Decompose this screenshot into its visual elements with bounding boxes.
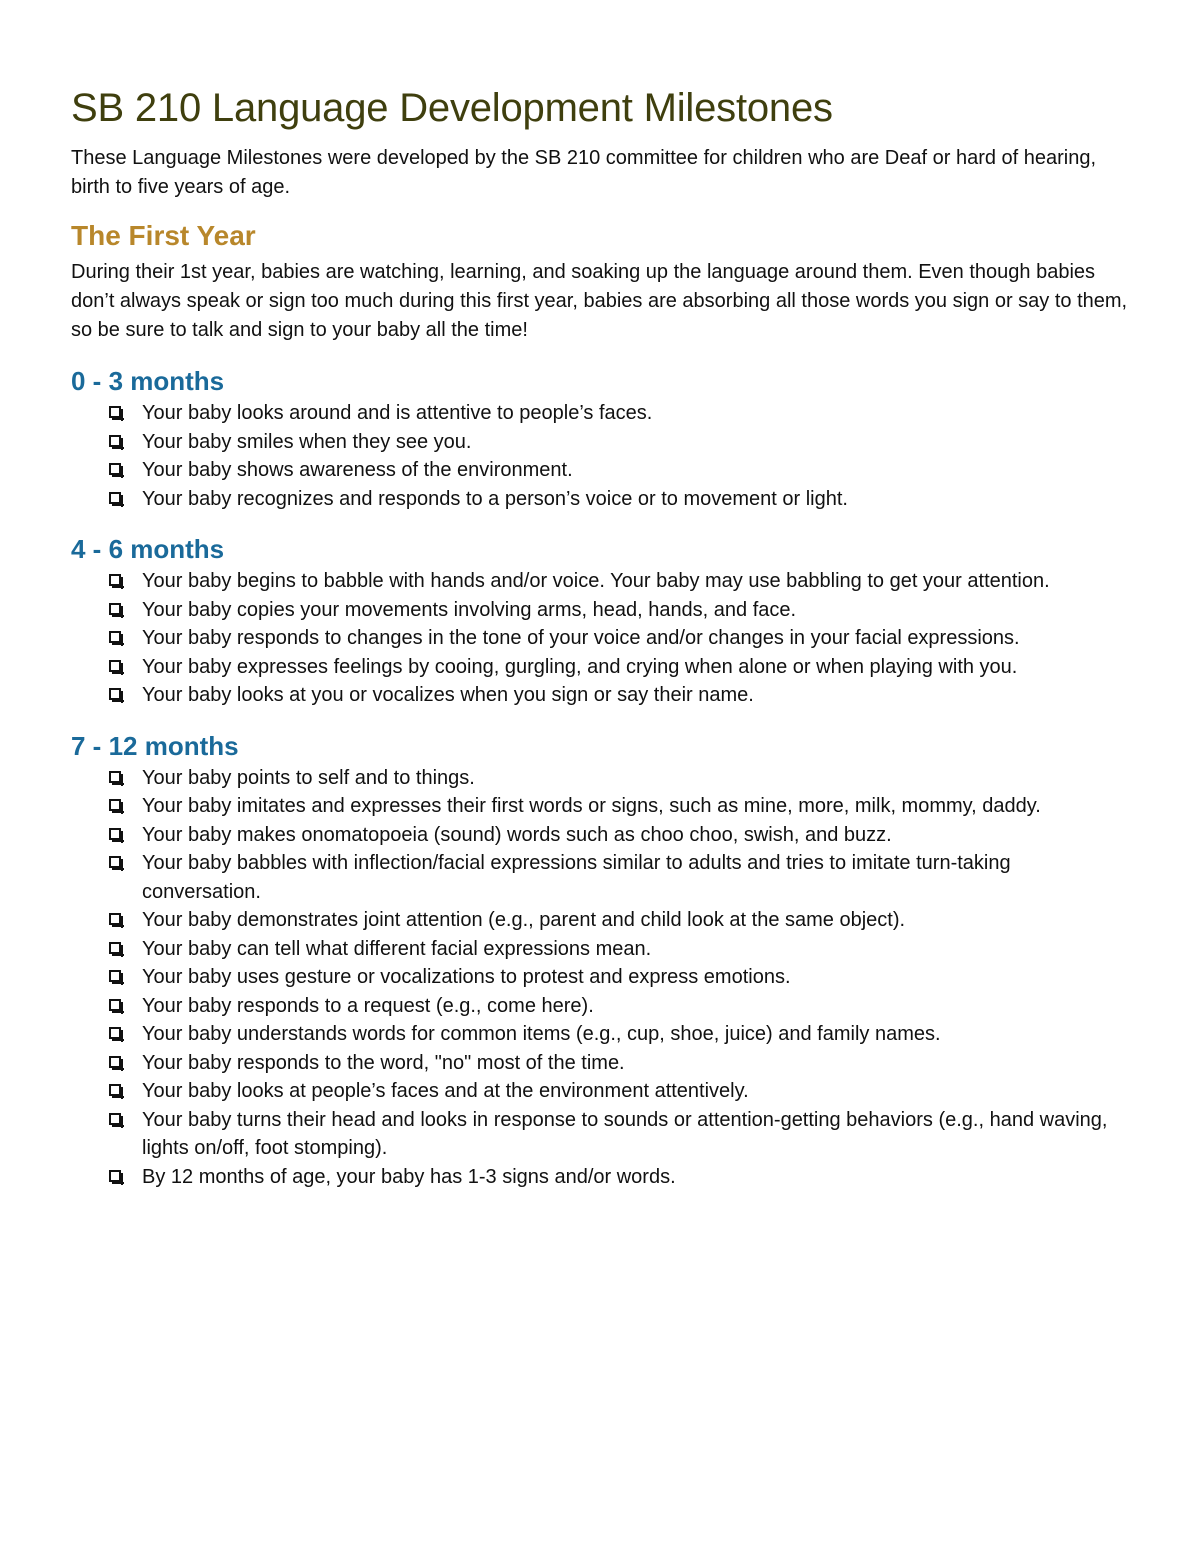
group-heading: 4 - 6 months [71,534,225,564]
milestone-item [71,456,1133,485]
milestone-text: Your baby recognizes and responds to a person’s voice or to movement or light. [142,487,848,510]
milestone-text: Your baby demonstrates joint attention (e.g., parent and child look at the same object). [142,909,906,931]
checkbox-icon[interactable] [109,970,121,982]
checkbox-icon[interactable] [109,435,121,447]
checkbox-icon[interactable] [109,660,121,672]
milestone-group-0-3-months [71,365,1133,513]
checkbox-icon[interactable] [109,1113,121,1125]
checkbox-icon[interactable] [109,406,121,418]
milestone-group-4-6-months [71,533,1133,710]
group-heading: 0 - 3 months [71,366,225,396]
checkbox-icon[interactable] [109,574,121,586]
milestone-text: Your baby responds to changes in the tone of your voice and/or changes in your facial expressions. [142,627,1020,649]
checkbox-icon[interactable] [109,1084,121,1096]
milestone-item [71,485,1133,514]
checkbox-icon[interactable] [109,1027,121,1039]
milestone-text: Your baby babbles with inflection/facial expressions similar to adults and tries to imitate turn-taking conversation. [142,852,1011,903]
milestone-item [71,906,1133,935]
milestone-text: Your baby looks at people’s faces and at the environment attentively. [142,1080,749,1102]
milestone-group-7-12-months [71,730,1133,1192]
document-page [71,82,1133,1211]
milestone-text: Your baby imitates and expresses their first words or signs, such as mine, more, milk, mommy, daddy. [142,795,1041,817]
milestone-item [71,992,1133,1021]
milestone-text: Your baby begins to babble with hands and/or voice. Your baby may use babbling to get your attention. [142,570,1050,592]
checkbox-icon[interactable] [109,913,121,925]
milestone-item [71,1049,1133,1078]
milestone-text: Your baby makes onomatopoeia (sound) words such as choo choo, swish, and buzz. [142,823,892,846]
milestone-item [71,567,1133,596]
checkbox-icon[interactable] [109,631,121,643]
checkbox-icon[interactable] [109,942,121,954]
checkbox-icon[interactable] [109,603,121,615]
checkbox-icon[interactable] [109,1056,121,1068]
milestone-text: By 12 months of age, your baby has 1-3 signs and/or words. [142,1165,676,1188]
milestone-item [71,1077,1133,1106]
checkbox-icon[interactable] [109,999,121,1011]
checkbox-icon[interactable] [109,828,121,840]
milestone-text: Your baby looks at you or vocalizes when you sign or say their name. [142,684,754,706]
milestone-item [71,821,1133,850]
milestone-item [71,681,1133,710]
checkbox-icon[interactable] [109,799,121,811]
milestone-list [71,399,1133,513]
milestone-text: Your baby turns their head and looks in response to sounds or attention-getting behaviors (e.g., hand waving, lights on/off, foot stomping). [142,1108,1108,1159]
milestone-text: Your baby expresses feelings by cooing, gurgling, and crying when alone or when playing with you. [142,655,1018,678]
milestone-item [71,428,1133,457]
checkbox-icon[interactable] [109,492,121,504]
milestone-list [71,567,1133,710]
milestone-item [71,1106,1133,1163]
document-title: SB 210 Language Development Milestones [71,86,833,130]
checkbox-icon[interactable] [109,771,121,783]
milestone-text: Your baby points to self and to things. [142,766,475,789]
document-intro: These Language Milestones were developed by the SB 210 committee for children who are Deaf or hard of hearing, birth to five years of age. [71,147,1097,198]
milestone-list [71,764,1133,1192]
section-heading: The First Year [71,220,256,251]
checkbox-icon[interactable] [109,856,121,868]
checkbox-icon[interactable] [109,463,121,475]
milestone-item [71,963,1133,992]
milestone-item [71,1163,1133,1192]
milestone-text: Your baby understands words for common items (e.g., cup, shoe, juice) and family names. [142,1023,941,1045]
milestone-item [71,935,1133,964]
milestone-text: Your baby responds to the word, "no" most of the time. [142,1051,625,1074]
milestone-item [71,653,1133,682]
milestone-text: Your baby looks around and is attentive to people’s faces. [142,402,653,424]
milestone-text: Your baby can tell what different facial expressions mean. [142,937,652,960]
section-intro: During their 1st year, babies are watching, learning, and soaking up the language around them. Even though babies don’t always speak or sign too much during this first year, babies are absorbing all those words you sign or say to them, so be sure to talk and sign to your baby all the time! [71,261,1128,341]
checkbox-icon[interactable] [109,688,121,700]
milestone-item [71,792,1133,821]
milestone-text: Your baby uses gesture or vocalizations to protest and express emotions. [142,966,791,988]
milestone-item [71,399,1133,428]
milestone-item [71,764,1133,793]
milestone-item [71,596,1133,625]
checkbox-icon[interactable] [109,1170,121,1182]
milestone-text: Your baby smiles when they see you. [142,430,472,453]
milestone-text: Your baby responds to a request (e.g., come here). [142,994,594,1017]
milestone-item [71,849,1133,906]
milestone-item [71,1020,1133,1049]
milestone-text: Your baby copies your movements involving arms, head, hands, and face. [142,598,797,621]
group-heading: 7 - 12 months [71,730,239,761]
milestone-text: Your baby shows awareness of the environment. [142,459,573,481]
milestone-item [71,624,1133,653]
